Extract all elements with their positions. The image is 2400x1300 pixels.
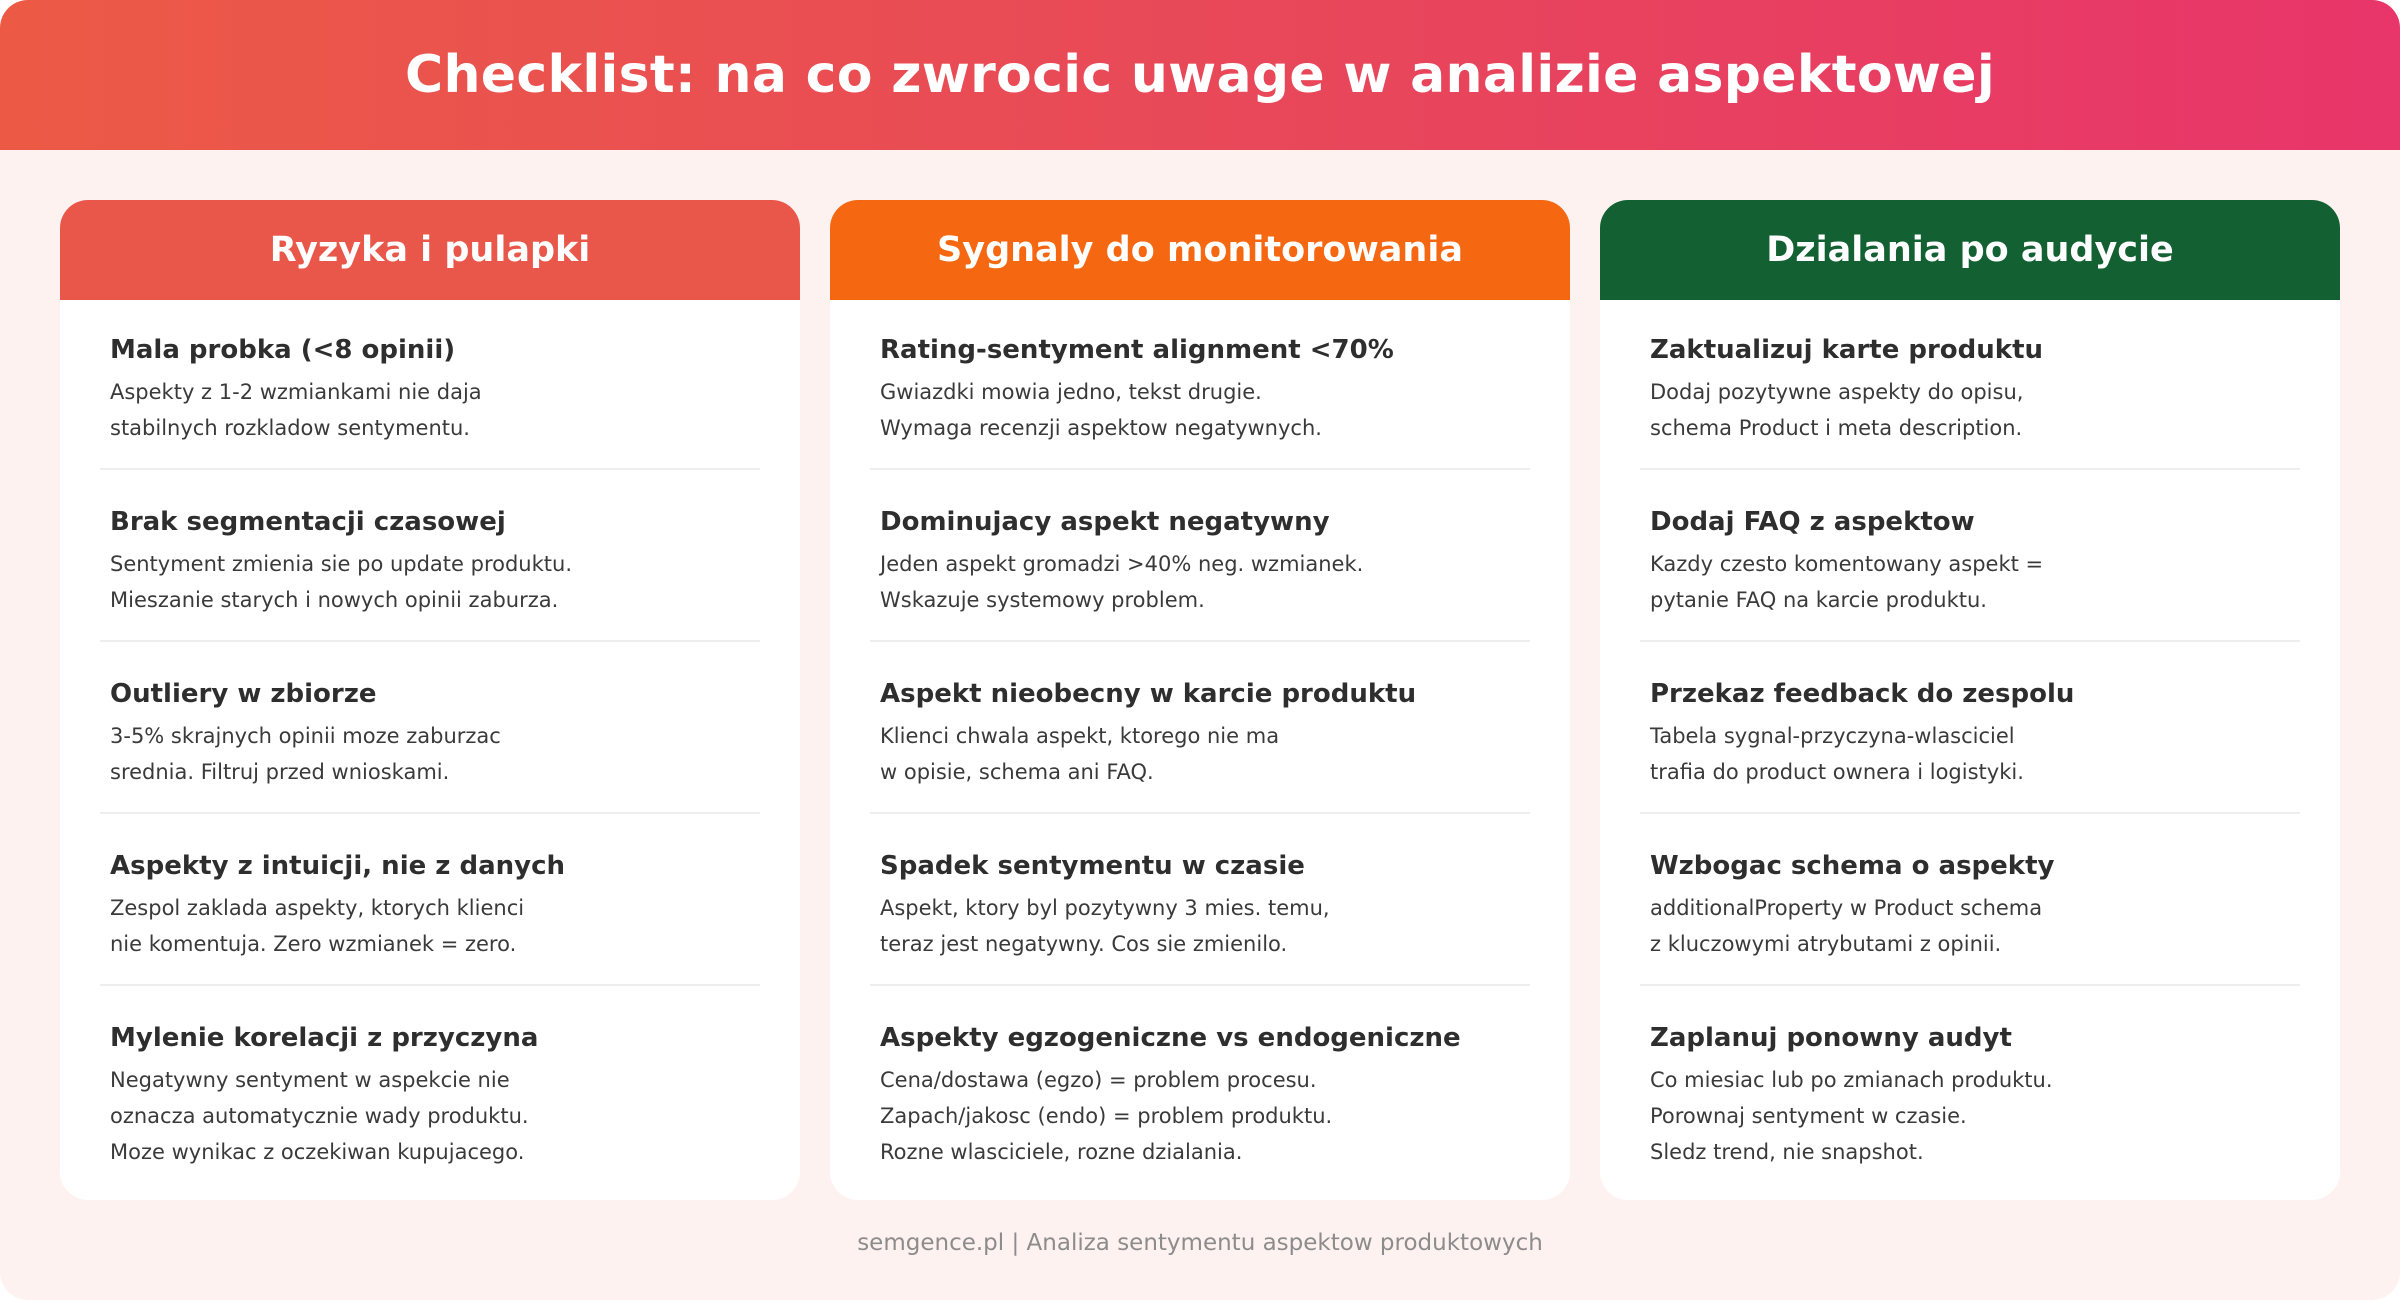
- list-item: [1640, 642, 2300, 814]
- list-item: [100, 814, 760, 986]
- column-header: Ryzyka i pulapki: [60, 200, 800, 300]
- column-header: Sygnaly do monitorowania: [830, 200, 1570, 300]
- item-description: Negatywny sentyment w aspekcie nie oznacza automatycznie wady produktu. Moze wynikac z oczekiwan kupujacego.: [110, 1068, 529, 1164]
- list-item: [870, 986, 1530, 1192]
- list-item: [1640, 300, 2300, 470]
- item-title: Mala probka (<8 opinii): [110, 335, 456, 365]
- item-title: Rating-sentyment alignment <70%: [880, 335, 1394, 365]
- item-title: Spadek sentymentu w czasie: [880, 851, 1305, 881]
- item-title: Aspekt nieobecny w karcie produktu: [880, 679, 1417, 709]
- item-title: Outliery w zbiorze: [110, 679, 377, 709]
- item-description: additionalProperty w Product schema z kluczowymi atrybutami z opinii.: [1650, 896, 2043, 956]
- column-risks: [60, 200, 800, 1200]
- list-item: [1640, 814, 2300, 986]
- list-item: [100, 986, 760, 1192]
- item-description: Cena/dostawa (egzo) = problem procesu. Zapach/jakosc (endo) = problem produktu. Rozne wlasciciele, rozne dzialania.: [880, 1068, 1333, 1164]
- list-item: [1640, 470, 2300, 642]
- header-banner: [0, 0, 2400, 150]
- column-signals: [830, 200, 1570, 1200]
- item-list: [1600, 300, 2340, 1192]
- column-header: Dzialania po audycie: [1600, 200, 2340, 300]
- item-list: [830, 300, 1570, 1192]
- item-title: Dominujacy aspekt negatywny: [880, 507, 1330, 537]
- item-list: [60, 300, 800, 1192]
- item-title: Aspekty egzogeniczne vs endogeniczne: [880, 1023, 1461, 1053]
- item-title: Zaktualizuj karte produktu: [1650, 335, 2044, 365]
- list-item: [870, 814, 1530, 986]
- item-description: Kazdy czesto komentowany aspekt = pytanie FAQ na karcie produktu.: [1650, 552, 2044, 612]
- list-item: [870, 642, 1530, 814]
- list-item: [100, 642, 760, 814]
- item-title: Zaplanuj ponowny audyt: [1650, 1023, 2012, 1053]
- column-actions: [1600, 200, 2340, 1200]
- item-description: Co miesiac lub po zmianach produktu. Porownaj sentyment w czasie. Sledz trend, nie snapshot.: [1650, 1068, 2053, 1164]
- item-title: Mylenie korelacji z przyczyna: [110, 1023, 539, 1053]
- item-description: Zespol zaklada aspekty, ktorych klienci nie komentuja. Zero wzmianek = zero.: [110, 896, 525, 956]
- list-item: [100, 470, 760, 642]
- item-description: Tabela sygnal-przyczyna-wlasciciel trafia do product ownera i logistyki.: [1650, 724, 2024, 784]
- item-title: Przekaz feedback do zespolu: [1650, 679, 2075, 709]
- list-item: [1640, 986, 2300, 1192]
- item-description: Klienci chwala aspekt, ktorego nie ma w opisie, schema ani FAQ.: [880, 724, 1280, 784]
- item-description: Aspekt, ktory byl pozytywny 3 mies. temu, teraz jest negatywny. Cos sie zmienilo.: [880, 896, 1330, 956]
- item-description: Dodaj pozytywne aspekty do opisu, schema Product i meta description.: [1650, 380, 2024, 440]
- item-description: Gwiazdki mowia jedno, tekst drugie. Wymaga recenzji aspektow negatywnych.: [880, 380, 1322, 440]
- item-title: Aspekty z intuicji, nie z danych: [110, 851, 566, 881]
- item-description: Jeden aspekt gromadzi >40% neg. wzmianek. Wskazuje systemowy problem.: [880, 552, 1364, 612]
- item-description: Sentyment zmienia sie po update produktu. Mieszanie starych i nowych opinii zaburza.: [110, 552, 572, 612]
- item-description: Aspekty z 1-2 wzmiankami nie daja stabilnych rozkladow sentymentu.: [110, 380, 482, 440]
- item-title: Brak segmentacji czasowej: [110, 507, 506, 537]
- item-title: Dodaj FAQ z aspektow: [1650, 507, 1975, 537]
- item-description: 3-5% skrajnych opinii moze zaburzac srednia. Filtruj przed wnioskami.: [110, 724, 501, 784]
- item-title: Wzbogac schema o aspekty: [1650, 851, 2055, 881]
- page-title: Checklist: na co zwrocic uwage w analizie aspektowej: [405, 45, 1995, 105]
- list-item: [870, 300, 1530, 470]
- list-item: [100, 300, 760, 470]
- footer-text: semgence.pl | Analiza sentymentu aspektow produktowych: [857, 1230, 1543, 1256]
- list-item: [870, 470, 1530, 642]
